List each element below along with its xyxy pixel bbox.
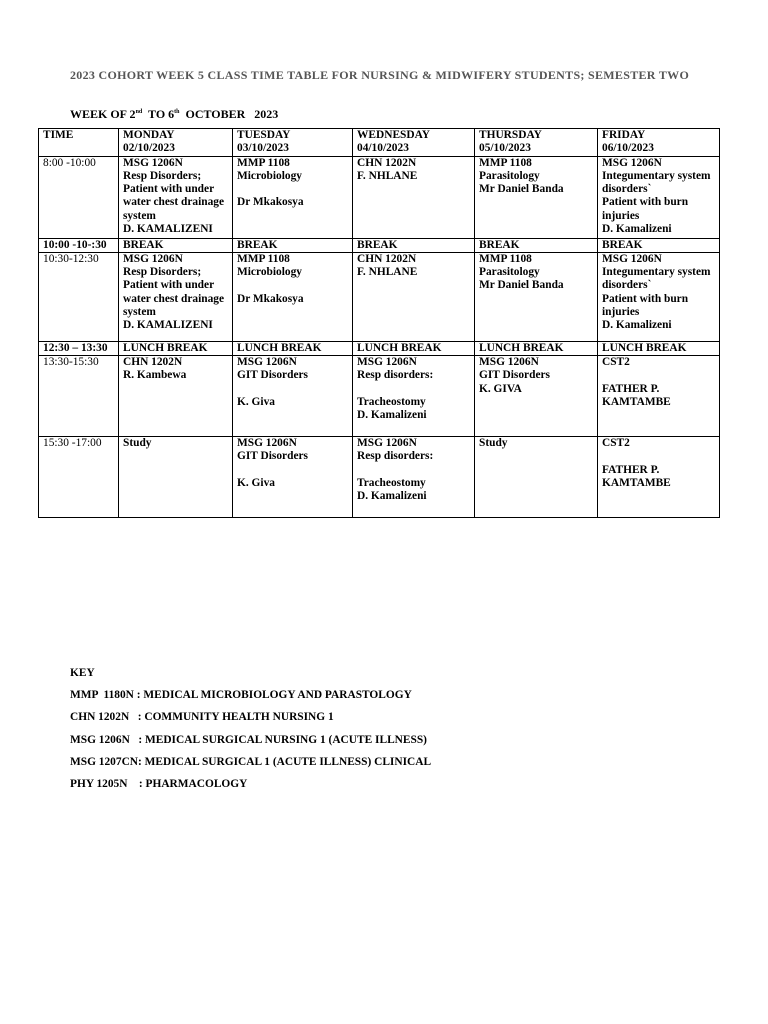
lunch-row bbox=[39, 341, 720, 355]
table-cell: BREAK bbox=[598, 238, 720, 252]
table-cell: MMP 1108 Microbiology Dr Mkakosya bbox=[233, 156, 353, 238]
table-row bbox=[39, 356, 720, 437]
key-item: PHY 1205N : PHARMACOLOGY bbox=[70, 778, 248, 791]
table-cell: LUNCH BREAK bbox=[353, 341, 475, 355]
table-cell: BREAK bbox=[119, 238, 233, 252]
break-row bbox=[39, 238, 720, 252]
week-sup-2: th bbox=[174, 109, 180, 115]
table-cell: MSG 1206N Resp disorders: Tracheostomy D. Kamalizeni bbox=[353, 356, 475, 437]
table-cell: MSG 1206N Resp Disorders; Patient with under water chest drainage system D. KAMALIZENI bbox=[119, 252, 233, 341]
table-cell: CHN 1202N R. Kambewa bbox=[119, 356, 233, 437]
time-cell: 12:30 – 13:30 bbox=[39, 341, 119, 355]
key-item: MSG 1206N : MEDICAL SURGICAL NURSING 1 (ACUTE ILLNESS) bbox=[70, 733, 427, 746]
timetable bbox=[38, 128, 720, 518]
table-row bbox=[39, 437, 720, 518]
table-cell: CST2 FATHER P. KAMTAMBE bbox=[598, 356, 720, 437]
table-cell: MSG 1206N GIT Disorders K. Giva bbox=[233, 437, 353, 518]
table-row bbox=[39, 156, 720, 238]
table-cell: Study bbox=[119, 437, 233, 518]
key-item: MMP 1180N : MEDICAL MICROBIOLOGY AND PARASTOLOGY bbox=[70, 689, 412, 702]
table-cell: MSG 1206N Integumentary system disorders` Patient with burn injuries D. Kamalizeni bbox=[598, 252, 720, 341]
table-cell: MSG 1206N Resp Disorders; Patient with under water chest drainage system D. KAMALIZENI bbox=[119, 156, 233, 238]
key-item: MSG 1207CN: MEDICAL SURGICAL 1 (ACUTE ILLNESS) CLINICAL bbox=[70, 755, 432, 768]
key-section bbox=[70, 662, 431, 795]
header-time: TIME bbox=[39, 129, 119, 157]
table-cell: MMP 1108 Parasitology Mr Daniel Banda bbox=[475, 156, 598, 238]
table-cell: MSG 1206N Integumentary system disorders` Patient with burn injuries D. Kamalizeni bbox=[598, 156, 720, 238]
document-title: 2023 COHORT WEEK 5 CLASS TIME TABLE FOR NURSING & MIDWIFERY STUDENTS; SEMESTER TWO bbox=[70, 68, 690, 82]
table-cell: LUNCH BREAK bbox=[119, 341, 233, 355]
week-suffix: OCTOBER 2023 bbox=[179, 107, 279, 121]
table-cell: BREAK bbox=[353, 238, 475, 252]
week-range bbox=[70, 105, 278, 121]
header-monday: MONDAY 02/10/2023 bbox=[119, 129, 233, 157]
table-row bbox=[39, 252, 720, 341]
table-cell: Study bbox=[475, 437, 598, 518]
table-header-row bbox=[39, 129, 720, 157]
header-tuesday: TUESDAY 03/10/2023 bbox=[233, 129, 353, 157]
table-cell: LUNCH BREAK bbox=[598, 341, 720, 355]
key-heading: KEY bbox=[70, 667, 95, 679]
table-cell: BREAK bbox=[233, 238, 353, 252]
table-cell: CHN 1202N F. NHLANE bbox=[353, 252, 475, 341]
table-cell: MMP 1108 Microbiology Dr Mkakosya bbox=[233, 252, 353, 341]
table-cell: MMP 1108 Parasitology Mr Daniel Banda bbox=[475, 252, 598, 341]
time-cell: 15:30 -17:00 bbox=[39, 437, 119, 518]
week-prefix: WEEK OF 2 bbox=[70, 107, 136, 121]
table-cell: LUNCH BREAK bbox=[233, 341, 353, 355]
table-cell: MSG 1206N Resp disorders: Tracheostomy D. Kamalizeni bbox=[353, 437, 475, 518]
time-cell: 8:00 -10:00 bbox=[39, 156, 119, 238]
table-cell: MSG 1206N GIT Disorders K. Giva bbox=[233, 356, 353, 437]
week-sup-1: nd bbox=[135, 109, 143, 115]
time-cell: 13:30-15:30 bbox=[39, 356, 119, 437]
table-cell: CST2 FATHER P. KAMTAMBE bbox=[598, 437, 720, 518]
key-item: CHN 1202N : COMMUNITY HEALTH NURSING 1 bbox=[70, 711, 334, 724]
table-cell: MSG 1206N GIT Disorders K. GIVA bbox=[475, 356, 598, 437]
header-wednesday: WEDNESDAY 04/10/2023 bbox=[353, 129, 475, 157]
table-cell: LUNCH BREAK bbox=[475, 341, 598, 355]
header-friday: FRIDAY 06/10/2023 bbox=[598, 129, 720, 157]
table-cell: BREAK bbox=[475, 238, 598, 252]
table-cell: CHN 1202N F. NHLANE bbox=[353, 156, 475, 238]
time-cell: 10:00 -10-:30 bbox=[39, 238, 119, 252]
week-mid: TO 6 bbox=[142, 107, 175, 121]
header-thursday: THURSDAY 05/10/2023 bbox=[475, 129, 598, 157]
time-cell: 10:30-12:30 bbox=[39, 252, 119, 341]
